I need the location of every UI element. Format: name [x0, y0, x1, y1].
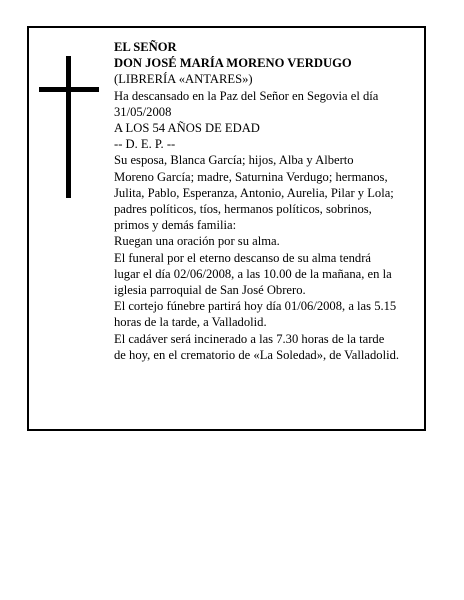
age-line: A LOS 54 AÑOS DE EDAD	[114, 121, 260, 136]
family-line: primos y demás familia:	[114, 218, 237, 233]
funeral-line: iglesia parroquial de San José Obrero.	[114, 283, 306, 298]
affiliation-line: (LIBRERÍA «ANTARES»)	[114, 72, 253, 87]
prayer-line: Ruegan una oración por su alma.	[114, 234, 280, 249]
cortege-line: El cortejo fúnebre partirá hoy día 01/06/2008, a las 5.15	[114, 299, 397, 314]
death-date: 31/05/2008	[114, 104, 172, 119]
funeral-line: El funeral por el eterno descanso de su alma tendrá	[114, 250, 372, 265]
rip-line: -- D. E. P. --	[114, 137, 176, 152]
family-line: Julita, Pablo, Esperanza, Antonio, Aurelia, Pilar y Lola;	[114, 185, 394, 200]
family-line: Su esposa, Blanca García; hijos, Alba y Alberto	[114, 153, 354, 168]
title-line: EL SEÑOR	[114, 40, 177, 54]
cremation-line: El cadáver será incinerado a las 7.30 horas de la tarde	[114, 331, 385, 346]
family-line: Moreno García; madre, Saturnina Verdugo; hermanos,	[114, 169, 388, 184]
obituary-notice-frame	[27, 26, 426, 431]
rest-line: Ha descansado en la Paz del Señor en Segovia el día	[114, 88, 379, 103]
cross-vertical-bar	[66, 56, 71, 198]
family-line: padres políticos, tíos, hermanos políticos, sobrinos,	[114, 202, 372, 217]
funeral-line: lugar el día 02/06/2008, a las 10.00 de la mañana, en la	[114, 266, 392, 281]
latin-cross-icon	[39, 56, 99, 198]
cortege-line: horas de la tarde, a Valladolid.	[114, 315, 267, 330]
deceased-name: DON JOSÉ MARÍA MORENO VERDUGO	[114, 56, 352, 71]
cremation-line: de hoy, en el crematorio de «La Soledad», de Valladolid.	[114, 347, 400, 362]
obituary-text	[114, 39, 426, 363]
cross-horizontal-bar	[39, 87, 99, 92]
